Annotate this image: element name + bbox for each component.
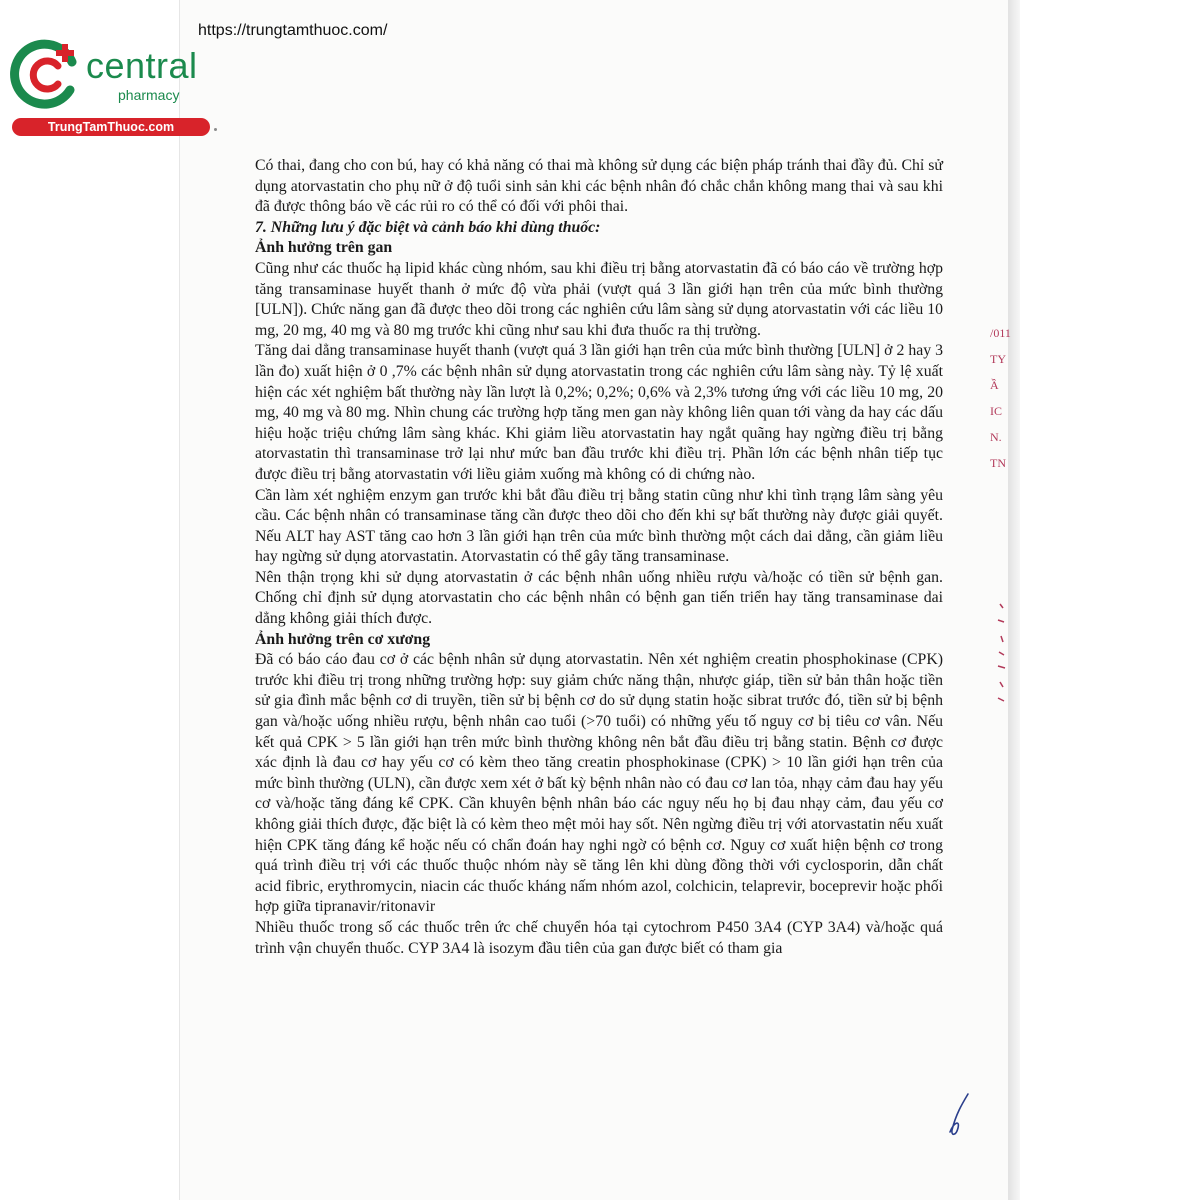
- muscle-paragraph-2: Nhiều thuốc trong số các thuốc trên ức chế chuyển hóa tại cytochrom P450 3A4 (CYP 3A4) và/hoặc quá trình vận chuyển thuốc. CYP 3A4 là isozym đầu tiên của gan được biết có tham gia: [255, 918, 943, 957]
- margin-stamp: [990, 320, 1020, 480]
- liver-paragraph-4: Nên thận trọng khi sử dụng atorvastatin ở các bệnh nhân uống nhiều rượu và/hoặc có tiền sử bệnh gan. Chống chỉ định sử dụng atorvastatin cho các bệnh nhân có bệnh gan tiến triển hay tăng transaminase dai dẳng không giải thích được.: [255, 568, 943, 628]
- stamp-marks-icon: [990, 600, 1014, 720]
- stamp-line: TY: [990, 352, 1006, 366]
- scan-dot: [214, 128, 217, 131]
- section-title: 7. Những lưu ý đặc biệt và cảnh báo khi dùng thuốc:: [255, 218, 601, 236]
- document-body: [255, 156, 943, 959]
- stamp-line: Ầ: [990, 378, 999, 392]
- source-url[interactable]: https://trungtamthuoc.com/: [198, 22, 388, 39]
- signature-icon: [938, 1090, 978, 1140]
- liver-paragraph-2: Tăng dai dẳng transaminase huyết thanh (vượt quá 3 lần giới hạn trên của mức bình thường [ULN] ở 2 hay 3 lần đo) xuất hiện ở 0 ,7% các bệnh nhân sử dụng atorvastatin trong các nghiên cứu lâm sàng này. Tỷ lệ xuất hiện các xét nghiệm bất thường này lần lượt là 0,2%; 0,2%; 0,6% và 2,3% tương ứng với các liều 10 mg, 20 mg, 40 mg và 80 mg. Nhìn chung các trường hợp tăng men gan này không liên quan tới vàng da hay các dấu hiệu hoặc triệu chứng lâm sàng khác. Khi giảm liều atorvastatin hay ngắt quãng hay ngừng điều trị bằng atorvastatin thì transaminase trở lại như mức ban đầu trước khi điều trị. Phần lớn các bệnh nhân tiếp tục được điều trị bằng atorvastatin với liều giảm xuống mà không có di chứng nào.: [255, 342, 943, 483]
- logo-brand: central: [86, 45, 198, 86]
- muscle-heading: Ảnh hưởng trên cơ xương: [255, 630, 431, 648]
- stamp-line: TN: [990, 456, 1006, 470]
- stamp-line: N.: [990, 430, 1002, 444]
- muscle-paragraph-1: Đã có báo cáo đau cơ ở các bệnh nhân sử dụng atorvastatin. Nên xét nghiệm creatin phosphokinase (CPK) trước khi điều trị trong những trường hợp: suy giảm chức năng thận, nhược giáp, tiền sử bản thân hoặc tiền sử gia đình mắc bệnh cơ di truyền, tiền sử bị bệnh cơ do sử dụng statin hoặc sibrat trước đó, tiền sử bị bệnh gan và/hoặc uống nhiều rượu, bệnh nhân cao tuổi (>70 tuổi) có những yếu tố nguy cơ bị tiêu cơ vân. Nếu kết quả CPK > 5 lần giới hạn trên mức bình thường không nên bắt đầu điều trị bằng statin. Bệnh cơ được xác định là đau cơ hay yếu cơ có kèm theo tăng creatin phosphokinase (CPK) > 10 lần giới hạn trên của mức bình thường (ULN), cần được xem xét ở bất kỳ bệnh nhân nào có đau cơ lan tỏa, nhạy cảm đau hay yếu cơ và/hoặc tăng đáng kể CPK. Cần khuyên bệnh nhân báo các nguy nếu họ bị đau nhạy cảm, đau yếu cơ không giải thích được, đặc biệt là có kèm theo mệt mỏi hay sốt. Nên ngừng điều trị với atorvastatin nếu xuất hiện CPK tăng đáng kể hoặc nếu có chẩn đoán hay nghi ngờ có bệnh cơ. Nguy cơ xuất hiện bệnh cơ trong quá trình điều trị với các thuốc thuộc nhóm này sẽ tăng lên khi dùng đồng thời với cyclosporin, dẫn chất acid fibric, erythromycin, niacin các thuốc kháng nấm nhóm azol, colchicin, telaprevir, boceprevir hoặc phối hợp giữa tipranavir/ritonavir: [255, 651, 943, 916]
- logo-banner: TrungTamThuoc.com: [12, 118, 210, 136]
- intro-paragraph: Có thai, đang cho con bú, hay có khả năng có thai mà không sử dụng các biện pháp tránh thai đầy đủ. Chỉ sử dụng atorvastatin cho phụ nữ ở độ tuổi sinh sản khi các bệnh nhân đó chắc chắn không mang thai và sau khi đã được thông báo về các rủi ro có thể có đối với phôi thai.: [255, 157, 943, 216]
- logo-mark-icon: [10, 36, 86, 112]
- logo-subtitle: pharmacy: [118, 87, 180, 103]
- stamp-line: /011: [990, 326, 1011, 340]
- liver-paragraph-1: Cũng như các thuốc hạ lipid khác cùng nhóm, sau khi điều trị bằng atorvastatin đã có báo cáo về trường hợp tăng transaminase huyết thanh ở mức độ vừa phải (vượt quá 3 lần giới hạn trên của mức bình thường [ULN]). Chức năng gan đã được theo dõi trong các nghiên cứu lâm sàng sử dụng atorvastatin với các liều 10 mg, 20 mg, 40 mg và 80 mg trước khi cũng như sau khi đưa thuốc ra thị trường.: [255, 259, 943, 339]
- liver-heading: Ảnh hưởng trên gan: [255, 239, 393, 257]
- liver-paragraph-3: Cần làm xét nghiệm enzym gan trước khi bắt đầu điều trị bằng statin cũng như khi tình trạng lâm sàng yêu cầu. Các bệnh nhân có transaminase tăng cần được theo dõi cho đến khi sự bất thường này được giải quyết. Nếu ALT hay AST tăng cao hơn 3 lần giới hạn trên của mức bình thường một cách dai dẳng, cần giảm liều hay ngừng sử dụng atorvastatin. Atorvastatin có thể gây tăng transaminase.: [255, 486, 943, 566]
- stamp-line: IC: [990, 404, 1002, 418]
